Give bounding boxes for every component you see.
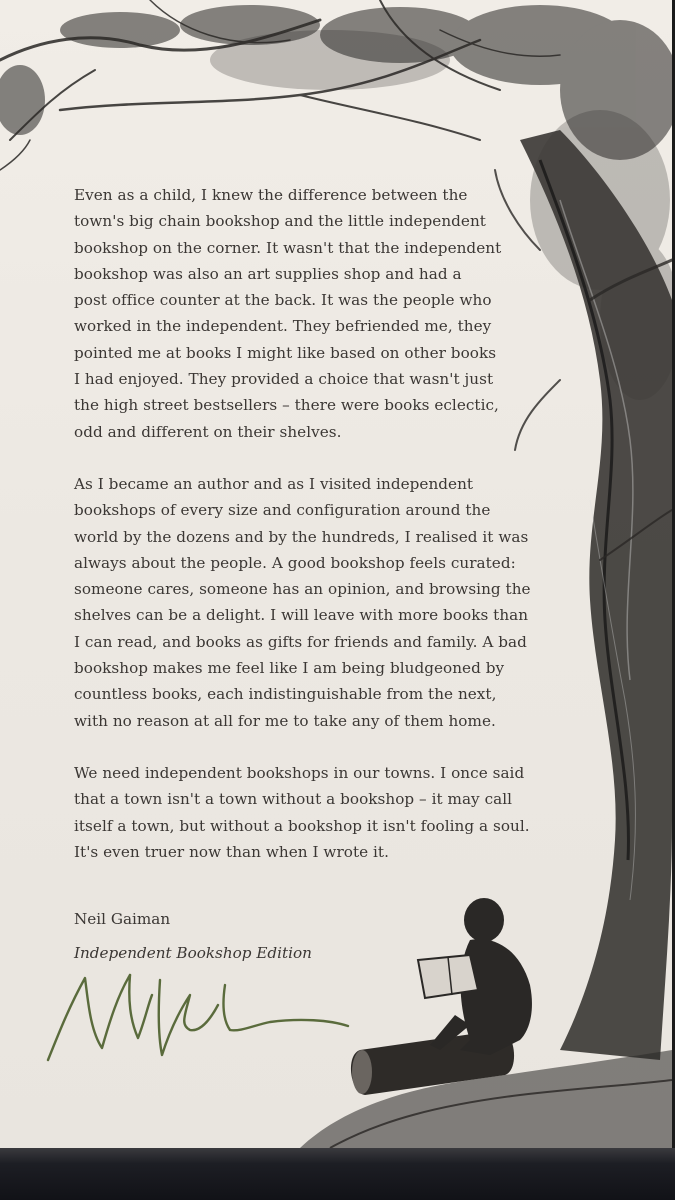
text-line: countless books, each indistinguishable from the next, [74,685,497,704]
text-line: As I became an author and as I visited independent [74,474,474,493]
essay-paragraph-1 [74,182,524,445]
text-line: We need independent bookshops in our towns. I once said [74,763,525,782]
text-line: worked in the independent. They befriended me, they [74,317,492,336]
essay-paragraph-2 [74,471,531,734]
text-line: always about the people. A good bookshop feels curated: [74,553,516,572]
text-line: bookshop was also an art supplies shop and had a [74,264,462,283]
text-line: that a town isn't a town without a bookshop – it may call [74,790,513,809]
text-line: bookshops of every size and configuration around the [74,501,491,520]
text-line: world by the dozens and by the hundreds, I realised it was [74,527,529,546]
signature-image [40,960,360,1070]
page-shadow-edge [0,1148,675,1200]
text-line: post office counter at the back. It was the people who [74,291,492,310]
text-line: with no reason at all for me to take any of them home. [74,711,496,730]
text-line: bookshop makes me feel like I am being bludgeoned by [74,659,505,678]
edition-label: Independent Bookshop Edition [74,944,312,962]
author-name: Neil Gaiman [74,910,171,928]
text-line: itself a town, but without a bookshop it isn't fooling a soul. [74,816,530,835]
text-line: I can read, and books as gifts for friends and family. A bad [74,632,527,651]
text-line: I had enjoyed. They provided a choice that wasn't just [74,370,494,389]
text-line: the high street bestsellers – there were books eclectic, [74,396,499,415]
essay-text [74,182,531,891]
text-line: shelves can be a delight. I will leave with more books than [74,606,529,625]
text-line: pointed me at books I might like based on other books [74,343,497,362]
text-line: bookshop on the corner. It wasn't that the independent [74,238,502,257]
text-line: odd and different on their shelves. [74,422,342,441]
text-line: It's even truer now than when I wrote it. [74,842,389,861]
text-line: Even as a child, I knew the difference between the [74,186,468,204]
text-line: town's big chain bookshop and the little independent [74,212,486,231]
essay-paragraph-3 [74,760,530,865]
text-line: someone cares, someone has an opinion, and browsing the [74,580,531,599]
